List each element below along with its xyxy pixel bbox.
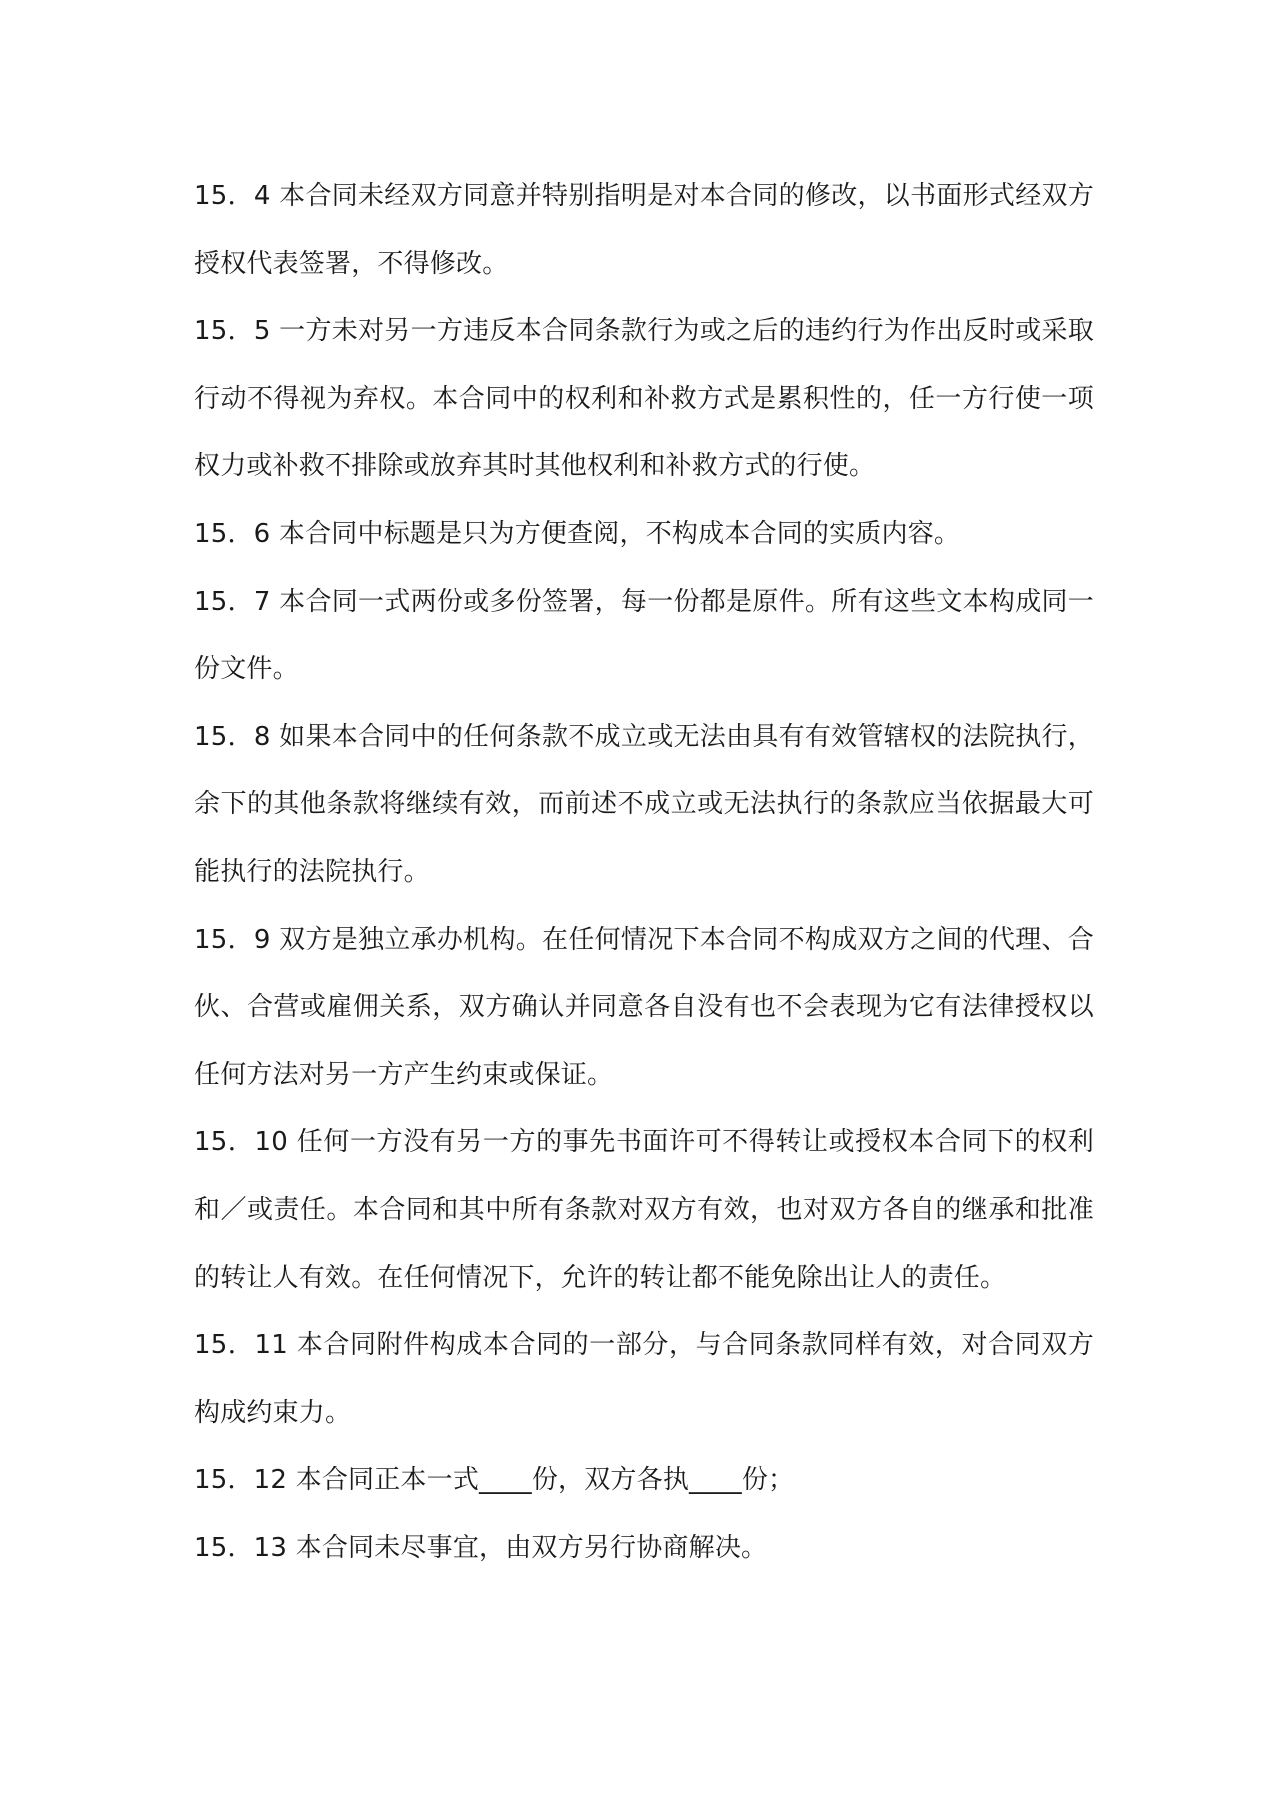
clause-15-9: 15．9 双方是独立承办机构。在任何情况下本合同不构成双方之间的代理、合伙、合营或雇佣关系，双方确认并同意各自没有也不会表现为它有法律授权以任何方法对另一方产生约束或保证。 [194, 924, 1094, 1090]
clause-15-4: 15．4 本合同未经双方同意并特别指明是对本合同的修改，以书面形式经双方授权代表签署，不得修改。 [194, 181, 1094, 279]
contract-body [194, 163, 1094, 1582]
clause-15-13: 15．13 本合同未尽事宜，由双方另行协商解决。 [194, 1532, 768, 1563]
clause-15-7: 15．7 本合同一式两份或多份签署，每一份都是原件。所有这些文本构成同一份文件。 [194, 586, 1094, 685]
clause-15-10: 15．10 任何一方没有另一方的事先书面许可不得转让或授权本合同下的权利和／或责任。本合同和其中所有条款对双方有效，也对双方各自的继承和批准的转让人有效。在任何情况下，允许的转让都不能免除出让人的责任。 [194, 1127, 1094, 1293]
clause-15-12: 15．12 本合同正本一式____份，双方各执____份； [194, 1465, 795, 1496]
clause-15-8: 15．8 如果本合同中的任何条款不成立或无法由具有有效管辖权的法院执行，余下的其他条款将继续有效，而前述不成立或无法执行的条款应当依据最大可能执行的法院执行。 [194, 721, 1094, 887]
clause-15-5: 15．5 一方未对另一方违反本合同条款行为或之后的违约行为作出反时或采取行动不得视为弃权。本合同中的权利和补救方式是累积性的，任一方行使一项权力或补救不排除或放弃其时其他权利和补救方式的行使。 [194, 316, 1094, 482]
clause-15-11: 15．11 本合同附件构成本合同的一部分，与合同条款同样有效，对合同双方构成约束力。 [194, 1330, 1094, 1428]
clause-15-6: 15．6 本合同中标题是只为方便查阅，不构成本合同的实质内容。 [194, 518, 961, 549]
